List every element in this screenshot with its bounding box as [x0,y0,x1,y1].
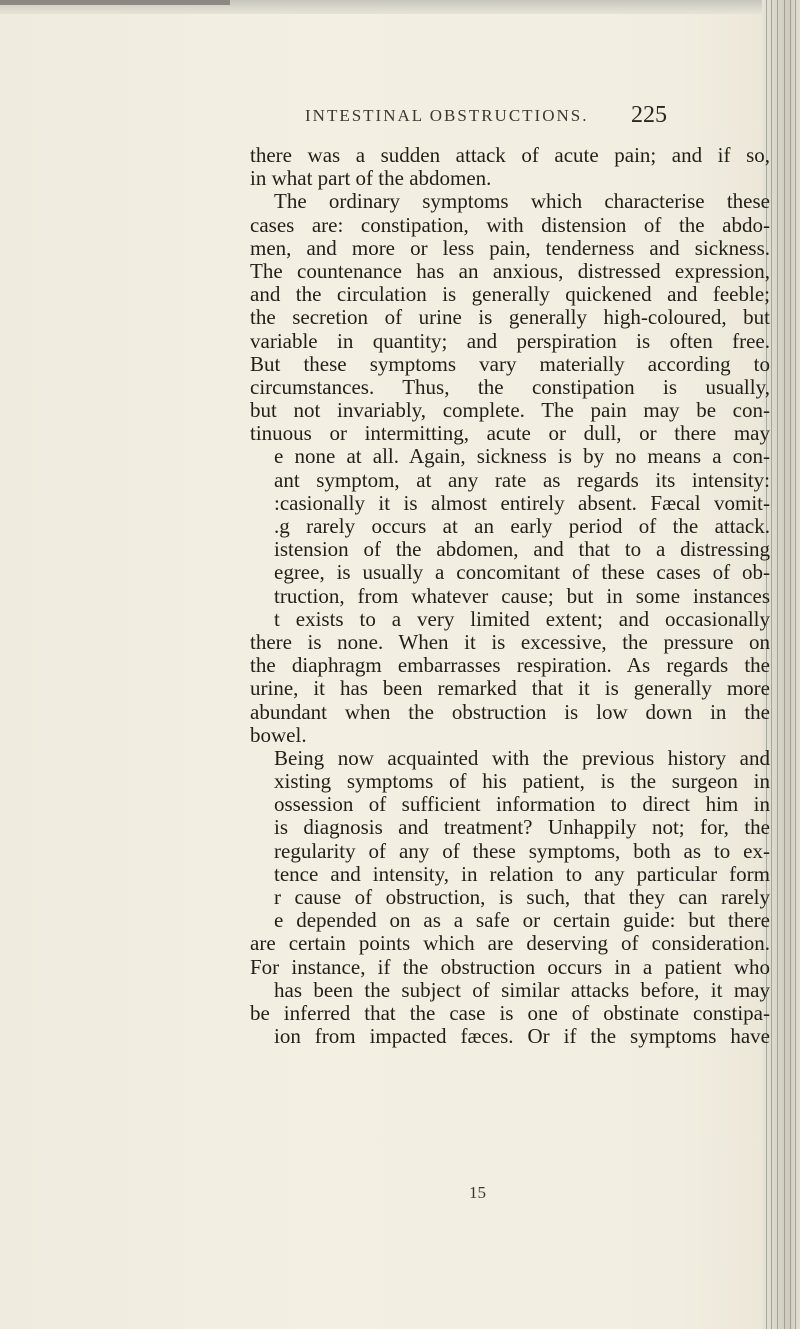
text-line: the diaphragm embarrasses respiration. As regards the [250,653,770,678]
text-line: ossession of sufficient information to direct him in [274,792,770,817]
text-line: The countenance has an anxious, distressed expression, [250,258,770,283]
text-line: For instance, if the obstruction occurs in a patient who [250,954,770,979]
text-line: xisting symptoms of his patient, is the surgeon in [274,769,770,794]
text-line: But these symptoms vary materially according to [250,351,770,376]
text-line: truction, from whatever cause; but in some instances [274,583,770,608]
text-line: t exists to a very limited extent; and occasionally [274,606,770,631]
text-line: the secretion of urine is generally high-coloured, but [250,305,770,330]
scan-shadow [0,0,230,5]
text-line: be inferred that the case is one of obstinate constipa- [250,1000,770,1025]
running-title: INTESTINAL OBSTRUCTIONS. [305,106,589,125]
text-line: ant symptom, at any rate as regards its intensity: [274,467,770,492]
page-edge-line [790,0,791,1329]
text-line: there is none. When it is excessive, the pressure on [250,629,770,654]
text-line: has been the subject of similar attacks before, it may [274,977,770,1002]
page-edge-line [771,0,772,1329]
text-line: Being now acquainted with the previous history and [274,745,770,770]
text-line: men, and more or less pain, tenderness and sickness. [250,235,770,260]
page-edge-line [795,0,796,1329]
text-line: ion from impacted fæces. Or if the symptoms have [274,1024,770,1049]
text-line: are certain points which are deserving of consideration. [250,931,770,956]
page-edge-line [777,0,778,1329]
text-line: there was a sudden attack of acute pain; and if so, [250,143,770,167]
scan-top-edge [0,0,800,14]
body-text [250,144,770,1048]
text-line: .g rarely occurs at an early period of the attack. [274,514,770,538]
text-line: :casionally it is almost entirely absent. Fæcal vomit- [274,490,770,515]
page-edge-line [784,0,785,1329]
text-line: tinuous or intermitting, acute or dull, or there may [250,421,770,446]
text-line: and the circulation is generally quickened and feeble; [250,282,770,307]
text-line: abundant when the obstruction is low down in the [250,699,770,724]
page-header [0,104,800,134]
text-line: is diagnosis and treatment? Unhappily not; for, the [274,815,770,840]
text-line: istension of the abdomen, and that to a distressing [274,537,770,562]
text-line: variable in quantity; and perspiration is often free. [250,328,770,353]
signature-mark: 15 [469,1183,486,1202]
text-line: cases are: constipation, with distension of the abdo- [250,212,770,237]
text-line: r cause of obstruction, is such, that they can rarely [274,885,770,909]
text-line: egree, is usually a concomitant of these cases of ob- [274,560,770,585]
text-line: tence and intensity, in relation to any particular form [274,861,770,886]
page-number: 225 [631,102,667,128]
text-line: regularity of any of these symptoms, both as to ex- [274,838,770,863]
text-line: bowel. [250,722,307,747]
text-line: but not invariably, complete. The pain may be con- [250,398,770,423]
text-line: The ordinary symptoms which characterise these [274,189,770,214]
text-line: e depended on as a safe or certain guide: but there [274,908,770,933]
text-line: circumstances. Thus, the constipation is usually, [250,374,770,399]
text-line: in what part of the abdomen. [250,166,492,191]
text-line: e none at all. Again, sickness is by no means a con- [274,444,770,469]
text-line: urine, it has been remarked that it is generally more [250,676,770,701]
